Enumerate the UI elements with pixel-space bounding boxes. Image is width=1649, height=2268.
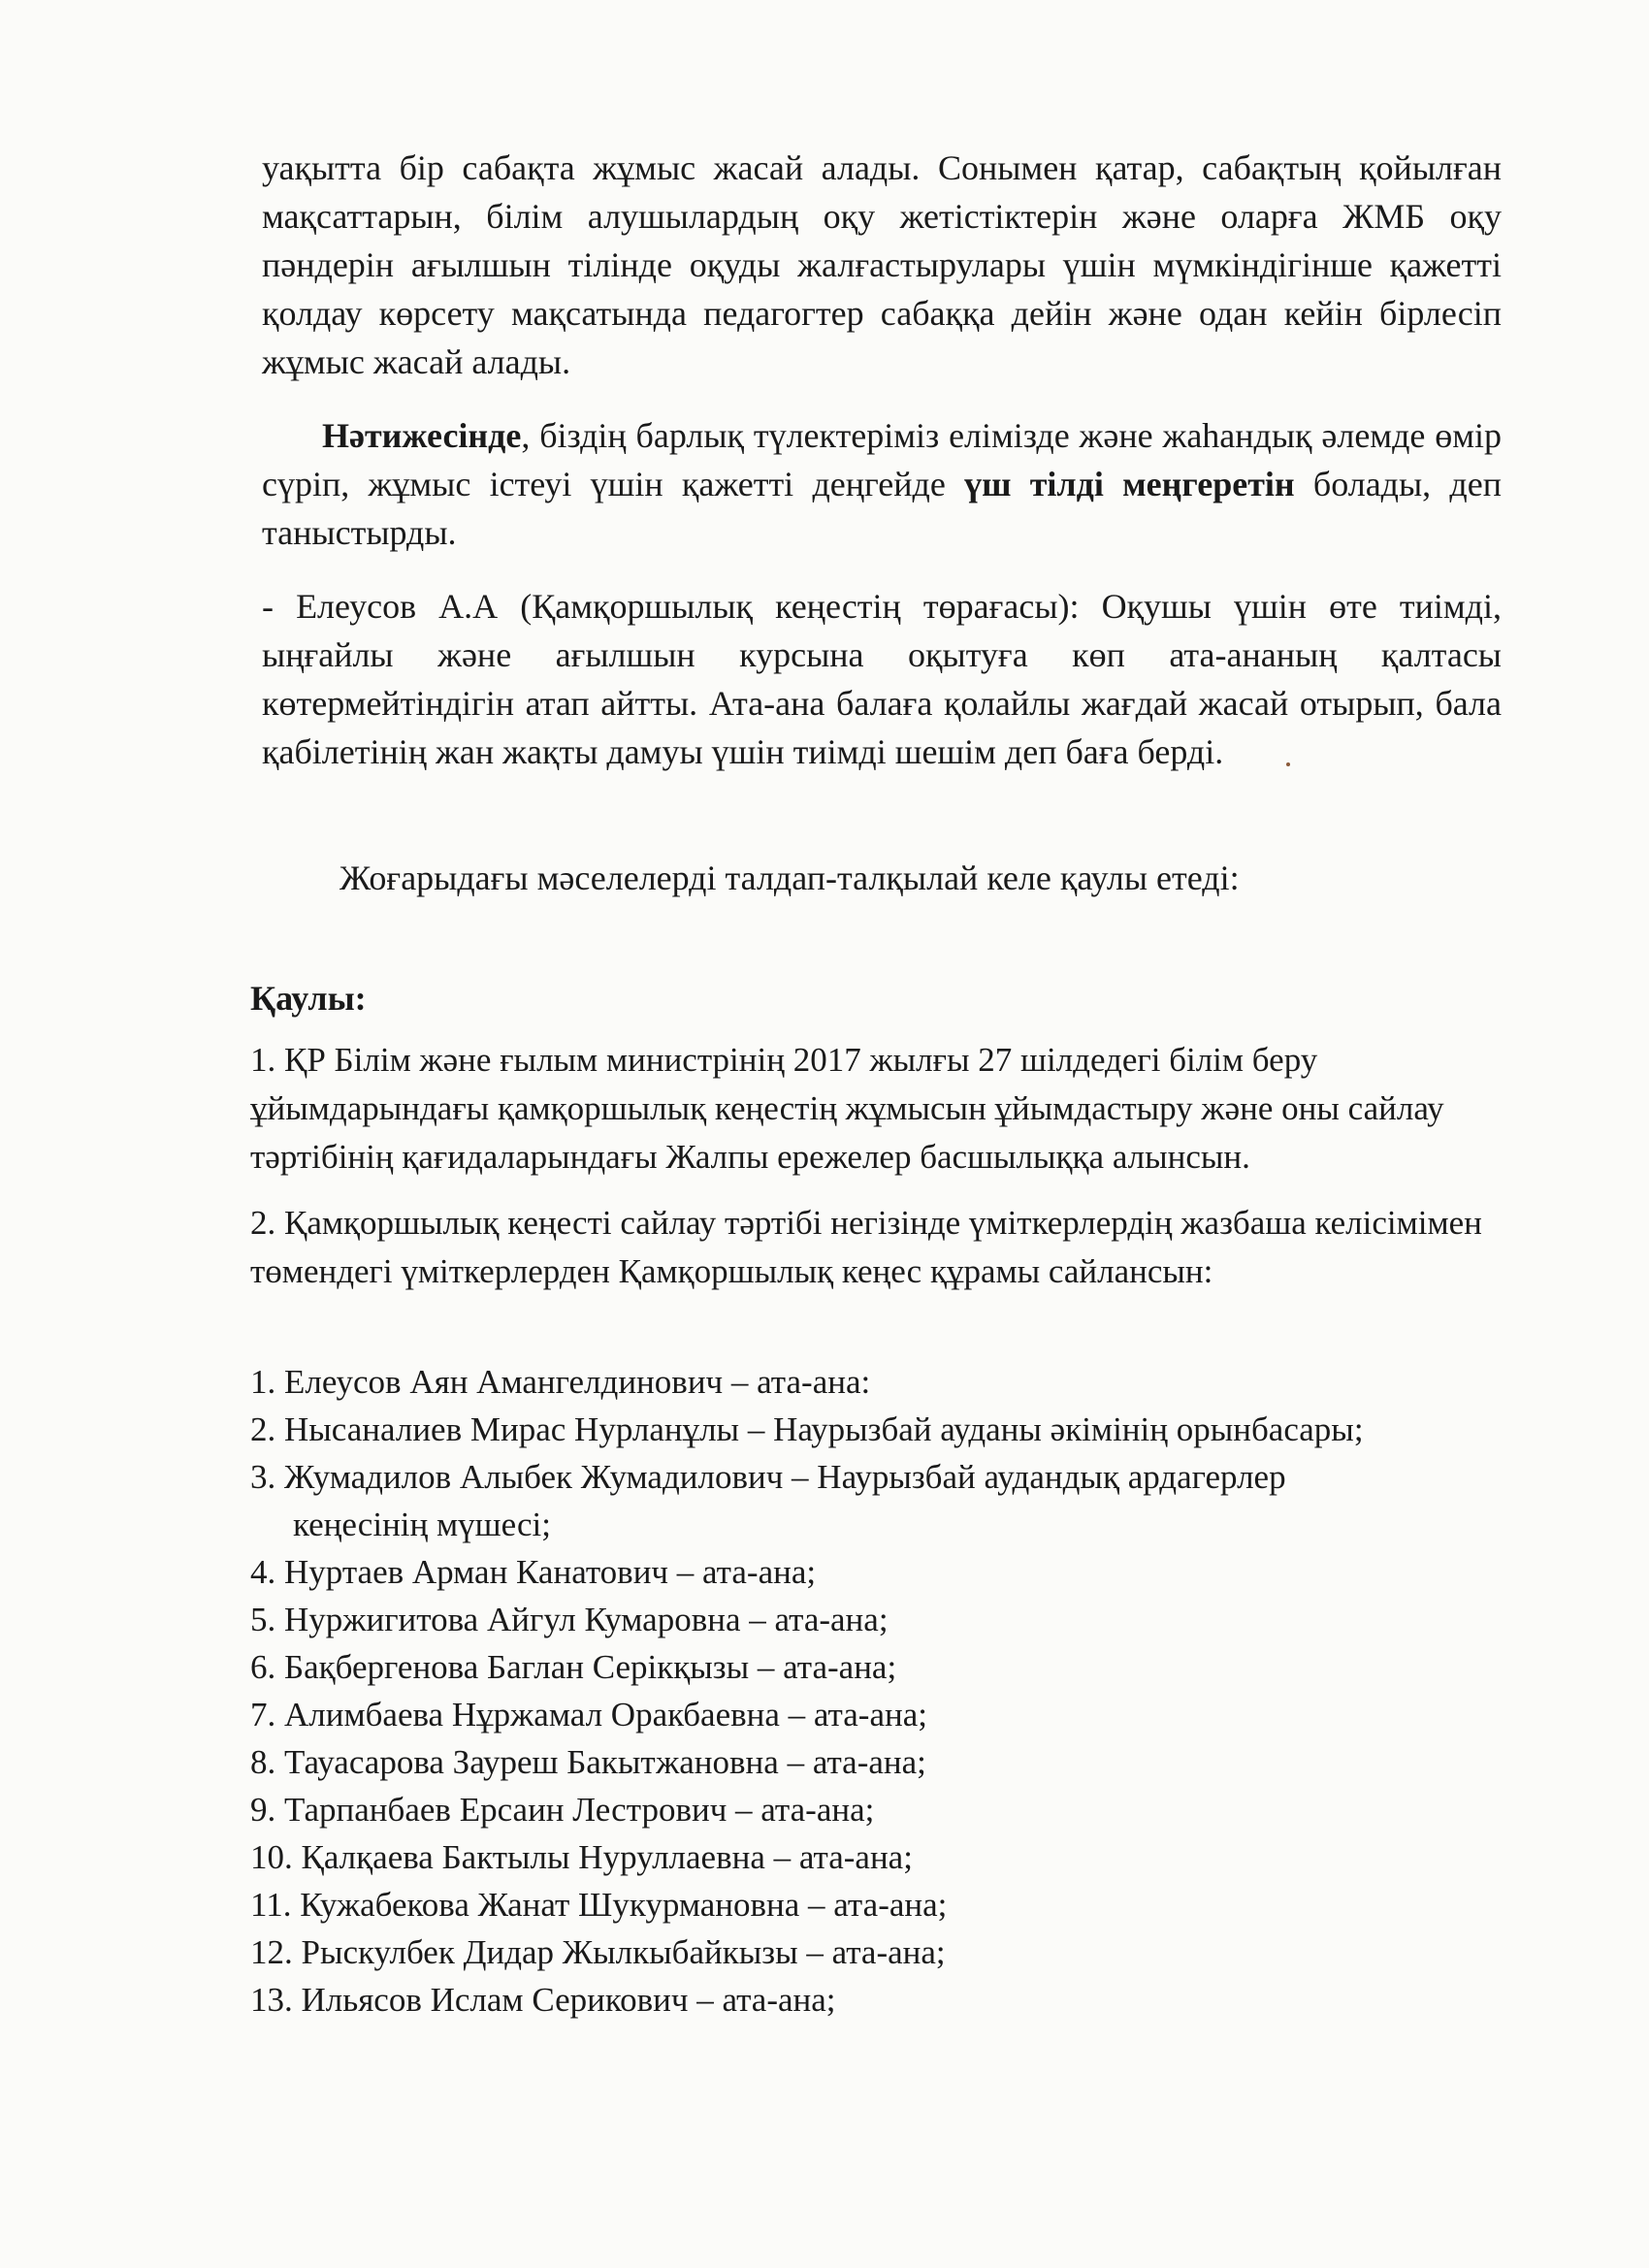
member-item-continuation: кеңесінің мүшесі; <box>293 1506 551 1543</box>
member-item: 2. Нысаналиев Мирас Нурланұлы – Наурызбай ауданы әкімінің орынбасары; <box>250 1410 1364 1448</box>
paragraph-intro: уақытта бір сабақта жұмыс жасай алады. Сонымен қатар, сабақтың қойылған мақсаттарын, білім алушылардың оқу жетістіктерін және оларға ЖМБ оқу пәндерін ағылшын тілінде оқуды жалғастырулары үшін мүмкіндігінше қажетті қолдау көрсету мақсатында педагогтер сабаққа дейін және одан кейін бірлесіп жұмыс жасай алады. <box>262 148 1502 381</box>
result-text-a: , біздің барлық түлектеріміз елімізде және жаһандық әлемде өмір сүріп, жұмыс істеуі үшін қажетті деңгейде <box>262 416 1502 503</box>
member-item <box>250 1453 1511 1548</box>
result-text-b: болады, деп таныстырды. <box>262 465 1502 552</box>
member-item: 13. Ильясов Ислам Серикович – ата-ана; <box>250 1981 836 2019</box>
decision-intro: Жоғарыдағы мәселелерді талдап-талқылай келе қаулы етеді: <box>340 859 1240 897</box>
result-bold-word: Нәтижесінде <box>322 416 522 455</box>
paragraph-result <box>262 411 1502 557</box>
member-item: 6. Бақбергенова Баглан Серікқызы – ата-ана; <box>250 1648 897 1686</box>
council-members-list <box>250 1358 1511 2024</box>
resolution-item-1: 1. ҚР Білім және ғылым министрінің 2017 жылғы 27 шілдедегі білім беру ұйымдарындағы қамқоршылық кеңестің жұмысын ұйымдастыру және оны сайлау тәртібінің қағидаларындағы Жалпы ережелер басшылыққа алынсын. <box>250 1041 1444 1176</box>
member-item: 11. Кужабекова Жанат Шукурмановна – ата-ана; <box>250 1886 948 1924</box>
member-item: 7. Алимбаева Нұржамал Оракбаевна – ата-ана; <box>250 1696 927 1733</box>
member-item: 10. Қалқаева Бактылы Нуруллаевна – ата-ана; <box>250 1838 913 1876</box>
member-item: 4. Нуртаев Арман Канатович – ата-ана; <box>250 1553 817 1591</box>
member-item: 12. Рыскулбек Дидар Жылкыбайкызы – ата-ана; <box>250 1933 946 1971</box>
resolution-item-2: 2. Қамқоршылық кеңесті сайлау тәртібі негізінде үміткерлердің жазбаша келісімімен төмендегі үміткерлерден Қамқоршылық кеңес құрамы сайлансын: <box>250 1204 1482 1290</box>
member-item: 5. Нуржигитова Айгул Кумаровна – ата-ана; <box>250 1601 889 1638</box>
member-item-text: 3. Жумадилов Алыбек Жумадилович – Наурызбай аудандық ардагерлер <box>250 1458 1286 1496</box>
scan-speck <box>1286 762 1290 766</box>
paragraph-chairman-remark: - Елеусов А.А (Қамқоршылық кеңестің төрағасы): Оқушы үшін өте тиімді, ыңғайлы және ағылшын курсына оқытуға көп ата-ананың қалтасы көтермейтіндігін атап айтты. Ата-ана балаға қолайлы жағдай жасай отырып, бала қабілетінің жан жақты дамуы үшін тиімді шешім деп баға берді. <box>262 587 1502 771</box>
member-item: 8. Тауасарова Зауреш Бакытжановна – ата-ана; <box>250 1743 926 1781</box>
decision-heading: Қаулы: <box>250 979 367 1018</box>
member-item: 9. Тарпанбаев Ерсаин Лестрович – ата-ана; <box>250 1791 875 1829</box>
result-bold-phrase: үш тілді меңгеретін <box>964 465 1295 503</box>
member-item: 1. Елеусов Аян Амангелдинович – ата-ана: <box>250 1363 871 1401</box>
